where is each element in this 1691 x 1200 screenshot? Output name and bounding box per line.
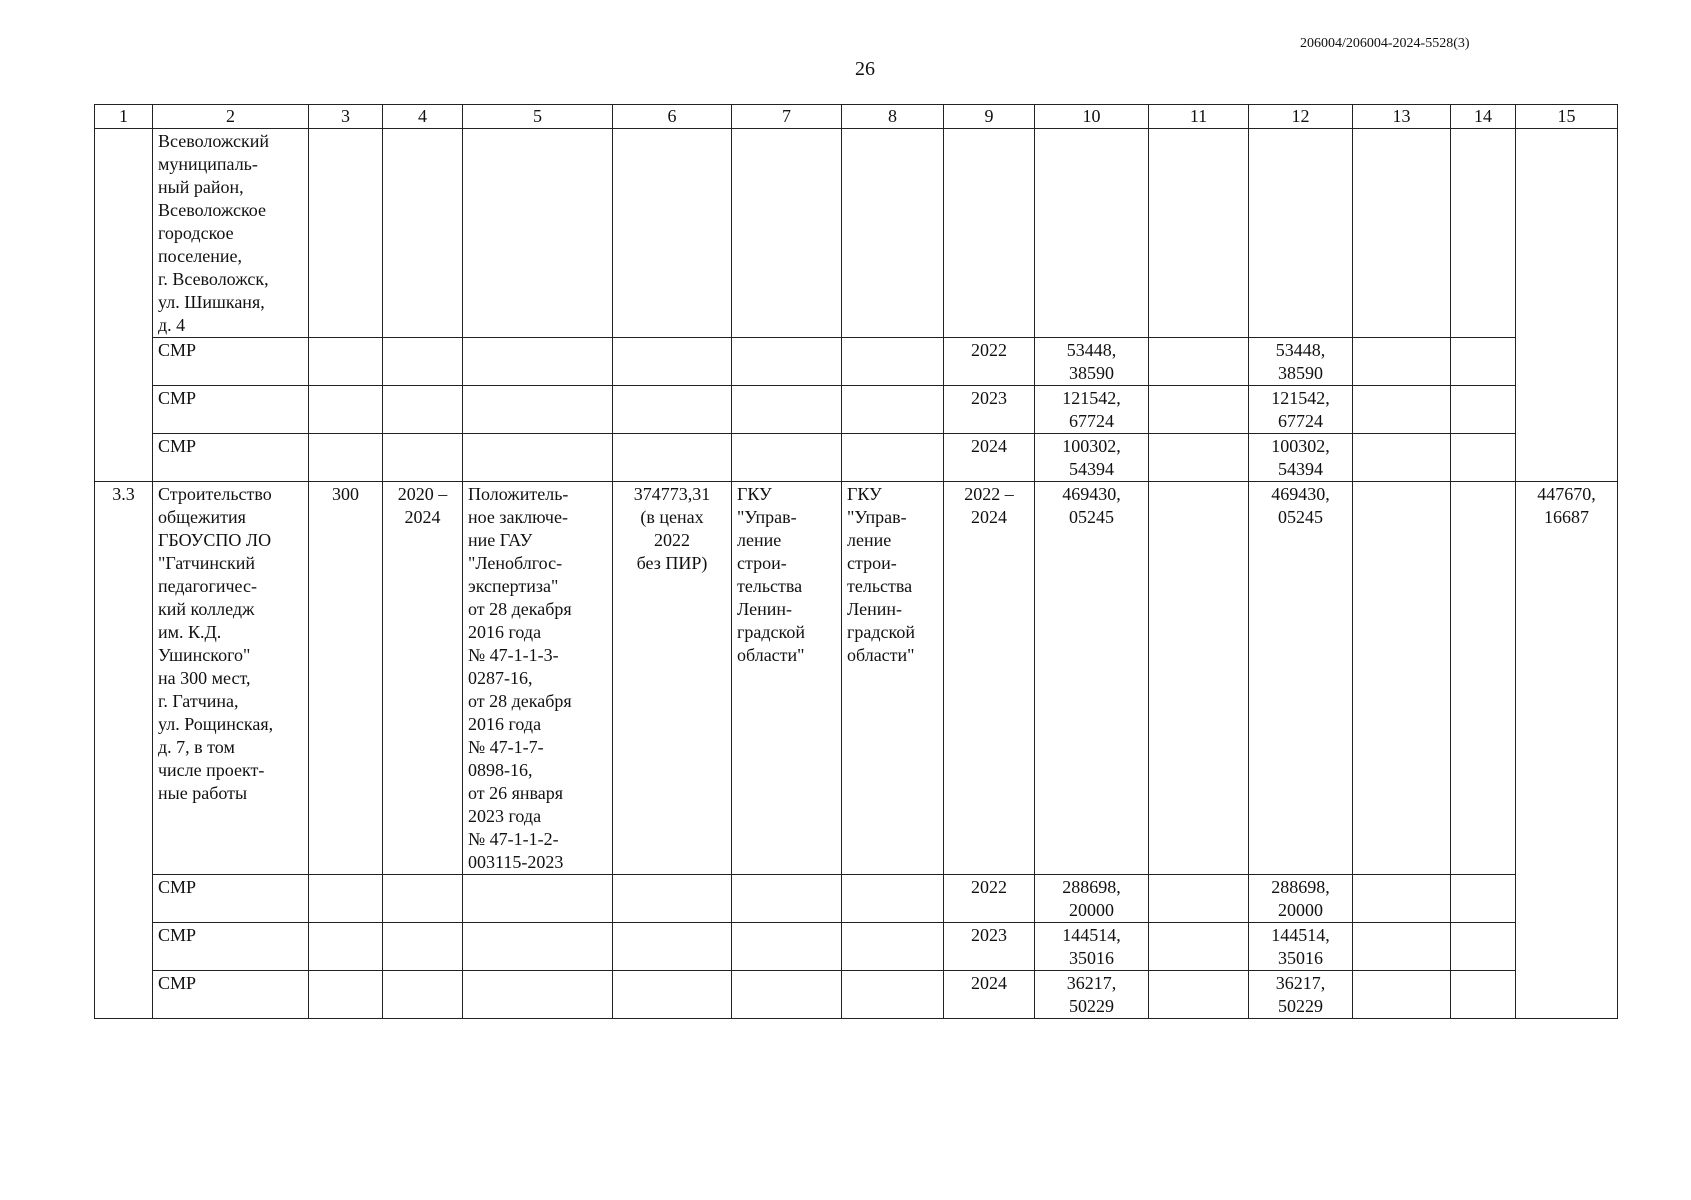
column-number: 8: [842, 105, 944, 129]
expertise-cell: Положитель- ное заключе- ние ГАУ "Леноблгос- экспертиза" от 28 декабря 2016 года № 47-1-1-3- 0287-16, от 28 декабря 2016 года № 47-1-7- 0898-16, от 26 января 2023 года № 47-1-1-2- 003115-2023: [463, 482, 613, 875]
table-row: [95, 129, 1618, 338]
estimated-cost-cell: 374773,31 (в ценах 2022 без ПИР): [613, 482, 732, 875]
amount-cell: 144514, 35016: [1035, 923, 1149, 971]
object-name-cell: Строительство общежития ГБОУСПО ЛО "Гатчинский педагогичес- кий колледж им. К.Д. Ушинского" на 300 мест, г. Гатчина, ул. Рощинская, д. 7, в том числе проект- ные работы: [153, 482, 309, 875]
work-type-cell: СМР: [153, 971, 309, 1019]
amount-cell: 36217, 50229: [1035, 971, 1149, 1019]
work-type-cell: СМР: [153, 386, 309, 434]
amount-cell: 447670, 16687: [1516, 482, 1618, 1019]
table-row: [95, 923, 1618, 971]
amount-cell: 469430, 05245: [1249, 482, 1353, 875]
work-type-cell: СМР: [153, 923, 309, 971]
column-number: 14: [1451, 105, 1516, 129]
column-number: 5: [463, 105, 613, 129]
amount-cell: 121542, 67724: [1249, 386, 1353, 434]
column-number: 10: [1035, 105, 1149, 129]
document-id: 206004/206004-2024-5528(3): [1300, 36, 1470, 51]
capacity-cell: 300: [309, 482, 383, 875]
amount-cell: 100302, 54394: [1249, 434, 1353, 482]
column-number: 15: [1516, 105, 1618, 129]
year-cell: 2023: [944, 386, 1035, 434]
amount-cell: 121542, 67724: [1035, 386, 1149, 434]
amount-cell: 36217, 50229: [1249, 971, 1353, 1019]
investment-table: [94, 104, 1618, 1019]
year-cell: 2023: [944, 923, 1035, 971]
page-number: 26: [855, 58, 875, 80]
column-number: 12: [1249, 105, 1353, 129]
column-number: 11: [1149, 105, 1249, 129]
year-cell: 2022 – 2024: [944, 482, 1035, 875]
column-number: 7: [732, 105, 842, 129]
year-cell: 2024: [944, 434, 1035, 482]
column-number-row: [95, 105, 1618, 129]
object-name-cell: Всеволожский муниципаль- ный район, Всеволожское городское поселение, г. Всеволожск, ул. Шишканя, д. 4: [153, 129, 309, 338]
column-number: 1: [95, 105, 153, 129]
column-number: 2: [153, 105, 309, 129]
amount-cell: 53448, 38590: [1035, 338, 1149, 386]
table-row: [95, 875, 1618, 923]
column-number: 3: [309, 105, 383, 129]
column-number: 6: [613, 105, 732, 129]
year-cell: 2022: [944, 875, 1035, 923]
amount-cell: 100302, 54394: [1035, 434, 1149, 482]
customer-cell: ГКУ "Управ- ление строи- тельства Ленин- градской области": [732, 482, 842, 875]
work-type-cell: СМР: [153, 338, 309, 386]
column-number: 4: [383, 105, 463, 129]
column-number: 13: [1353, 105, 1451, 129]
row-number-cell: 3.3: [95, 482, 153, 1019]
amount-cell: 288698, 20000: [1249, 875, 1353, 923]
developer-cell: ГКУ "Управ- ление строи- тельства Ленин- градской области": [842, 482, 944, 875]
column-number: 9: [944, 105, 1035, 129]
table-row: [95, 386, 1618, 434]
amount-cell: 288698, 20000: [1035, 875, 1149, 923]
table-row: [95, 482, 1618, 875]
amount-cell: 53448, 38590: [1249, 338, 1353, 386]
row-number-cell: [95, 129, 153, 482]
year-cell: 2024: [944, 971, 1035, 1019]
amount-cell: 144514, 35016: [1249, 923, 1353, 971]
amount-cell: 469430, 05245: [1035, 482, 1149, 875]
work-type-cell: СМР: [153, 434, 309, 482]
work-type-cell: СМР: [153, 875, 309, 923]
year-cell: 2022: [944, 338, 1035, 386]
period-cell: 2020 – 2024: [383, 482, 463, 875]
table-row: [95, 434, 1618, 482]
table-row: [95, 971, 1618, 1019]
table-row: [95, 338, 1618, 386]
